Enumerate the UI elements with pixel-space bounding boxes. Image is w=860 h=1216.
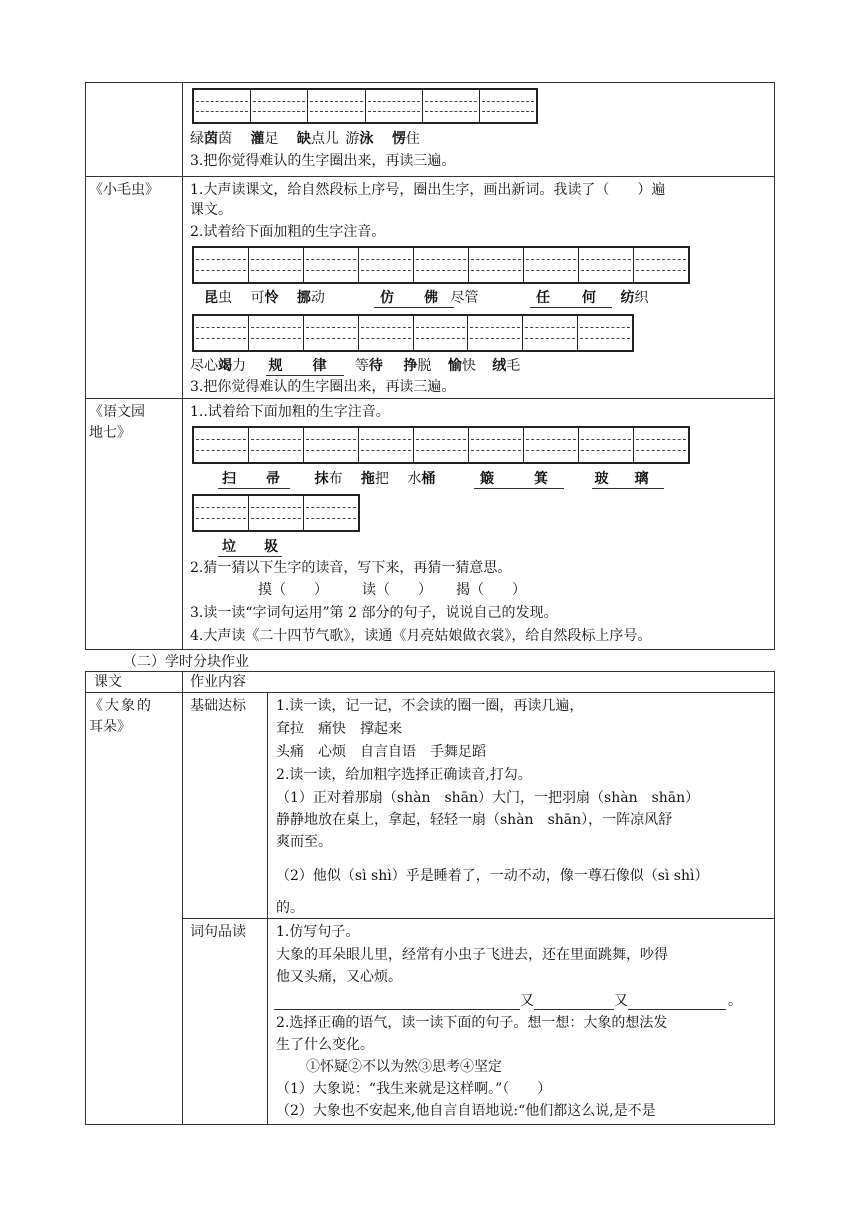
task-text: 课文。: [190, 202, 232, 218]
sentence: 他又头痛，又心烦。: [276, 969, 402, 985]
task-text: 2.猜一猜以下生字的读音，写下来，再猜一猜意思。: [190, 560, 512, 576]
sentence: （1）正对着那扇（shàn shān）大门，一把羽扇（shàn shān）: [276, 790, 700, 806]
guess-item: 摸（ ）: [258, 582, 328, 598]
options: ①怀疑②不以为然③思考④坚定: [306, 1059, 502, 1075]
guess-item: 读（ ）: [362, 582, 432, 598]
word-list: 扫 帚 抹布 拖把 水桶: [222, 471, 436, 487]
category-label: 基础达标: [190, 698, 246, 714]
header-content: 作业内容: [190, 674, 246, 690]
sentence: （2）他似（sì shì）乎是睡着了，一动不动，像一尊石像似（sì shì）: [276, 868, 709, 884]
sentence: 静静地放在桌上，拿起，轻轻一扇（shàn shān），一阵凉风舒: [276, 812, 673, 828]
word-line: 耷拉 痛快 撑起来: [276, 721, 402, 737]
task-text: 2.读一读，给加粗字选择正确读音,打勾。: [276, 767, 532, 783]
pinyin-grid[interactable]: [192, 314, 634, 352]
word-list: 尽心竭力 规 律 等待 挣脱 愉快 绒毛: [190, 358, 521, 374]
word-list: 簸 箕 玻 璃: [480, 471, 649, 487]
header-lesson: 课文: [94, 674, 122, 690]
question: （1）大象说：“我生来就是这样啊。”（ ）: [276, 1081, 552, 1097]
fill-blank[interactable]: [628, 1009, 726, 1010]
pinyin-grid[interactable]: [192, 246, 690, 284]
pinyin-grid[interactable]: [192, 426, 690, 464]
task-text: 1.仿写句子。: [276, 924, 360, 940]
fill-text: 又: [614, 993, 628, 1009]
word-list: 任 何 纺织: [536, 290, 649, 306]
word-line: 头痛 心烦 自言自语 手舞足蹈: [276, 744, 486, 760]
pinyin-grid[interactable]: [192, 88, 538, 124]
task-text: 3.读一读“字词句运用”第 2 部分的句子，说说自己的发现。: [190, 605, 558, 621]
lesson-title: 《小毛虫》: [89, 182, 159, 198]
fill-text: 又: [520, 993, 534, 1009]
word-list: 垃 圾: [222, 539, 278, 555]
word-list: 仿 佛 尽管: [380, 290, 479, 306]
task-text: 2.选择正确的语气，读一读下面的句子。想一想：大象的想法发: [276, 1015, 668, 1031]
word-list: 昆虫 可怜 挪动: [204, 290, 325, 306]
section-title: （二）学时分块作业: [123, 654, 249, 670]
lesson-title: 《语文园: [89, 404, 145, 420]
sentence: 的。: [276, 900, 304, 916]
lesson-title: 耳朵》: [89, 719, 131, 735]
sentence: 大象的耳朵眼儿里，经常有小虫子飞进去，还在里面跳舞，吵得: [276, 947, 668, 963]
fill-text: 。: [728, 993, 742, 1009]
task-text: 3.把你觉得难认的生字圈出来，再读三遍。: [190, 153, 456, 169]
task-text: 1..试着给下面加粗的生字注音。: [190, 404, 390, 420]
sentence: 爽而至。: [276, 834, 332, 850]
category-label: 词句品读: [190, 924, 246, 940]
question: （2）大象也不安起来,他自言自语地说:“他们都这么说,是不是: [276, 1103, 656, 1119]
task-text: 1.大声读课文，给自然段标上序号，圈出生字，画出新词。我读了（ ）遍: [190, 182, 666, 198]
task-text: 1.读一读，记一记，不会读的圈一圈，再读几遍，: [276, 698, 584, 714]
guess-item: 揭（ ）: [456, 582, 526, 598]
lesson-title: 地七》: [89, 425, 131, 441]
task-text: 4.大声读《二十四节气歌》，读通《月亮姑娘做衣裳》，给自然段标上序号。: [190, 628, 652, 644]
fill-blank[interactable]: [534, 1009, 614, 1010]
pinyin-grid[interactable]: [192, 494, 360, 532]
fill-blank[interactable]: [274, 1009, 520, 1010]
task-text: 2.试着给下面加粗的生字注音。: [190, 224, 386, 240]
task-text: 3.把你觉得难认的生字圈出来，再读三遍。: [190, 379, 456, 395]
task-text: 生了什么变化。: [276, 1037, 374, 1053]
word-list: 绿茵茵 灌足 缺点儿 游泳 愣住: [190, 131, 420, 147]
lesson-title: 《大象的: [89, 698, 153, 714]
